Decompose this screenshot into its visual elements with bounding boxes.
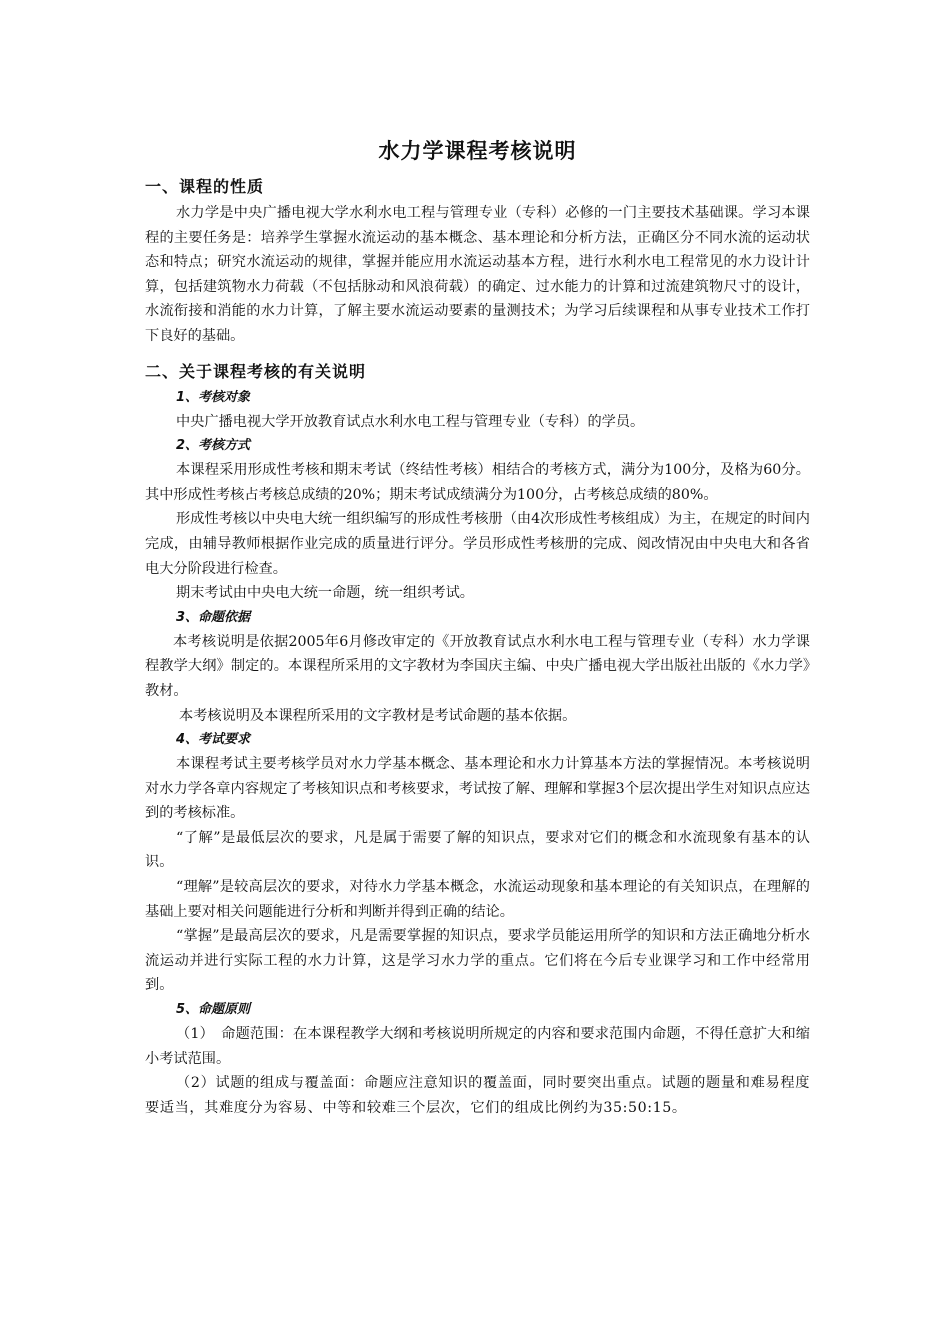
- paragraph-assessment-target: 中央广播电视大学开放教育试点水利水电工程与管理专业（专科）的学员。: [176, 413, 645, 430]
- paragraph-exam-requirements-4: “掌握”是最高层次的要求，凡是需要掌握的知识点，要求学员能运用所学的知识和方法正确地分析水流运动并进行实际工程的水力计算，这是学习水力学的重点。它们将在今后专业课学习和工作中经常用到。: [145, 928, 810, 994]
- paragraph-course-nature: 水力学是中央广播电视大学水利水电工程与管理专业（专科）必修的一门主要技术基础课。学习本课程的主要任务是：培养学生掌握水流运动的基本概念、基本理论和分析方法，正确区分不同水流的运动状态和特点；研究水流运动的规律，掌握并能应用水流运动基本方程，进行水利水电工程常见的水力设计计算，包括建筑物水力荷载（不包括脉动和风浪荷载）的确定、过水能力的计算和过流建筑物尺寸的设计，水流衔接和消能的水力计算，了解主要水流运动要素的量测技术；为学习后续课程和从事专业技术工作打下良好的基础。: [145, 205, 810, 344]
- paragraph-exam-basis-1: 本考核说明是依据2005年6月修改审定的《开放教育试点水利水电工程与管理专业（专科）水力学课程教学大纲》制定的。本课程所采用的文字教材为李国庆主编、中央广播电视大学出版社出版的《水力学》教材。: [145, 633, 810, 699]
- section-heading-assessment: 二、关于课程考核的有关说明: [145, 361, 367, 381]
- page-title: 水力学课程考核说明: [378, 139, 577, 163]
- paragraph-exam-basis-2: 本考核说明及本课程所采用的文字教材是考试命题的基本依据。: [179, 707, 577, 724]
- subheading-exam-basis: 3、命题依据: [176, 609, 251, 625]
- paragraph-exam-principles-1: （1） 命题范围：在本课程教学大纲和考核说明所规定的内容和要求范围内命题，不得任意扩大和缩小考试范围。: [145, 1026, 810, 1067]
- paragraph-exam-requirements-1: 本课程考试主要考核学员对水力学基本概念、基本理论和水力计算基本方法的掌握情况。本考核说明对水力学各章内容规定了考核知识点和考核要求，考试按了解、理解和掌握3个层次提出学生对知识点应达到的考核标准。: [145, 756, 810, 822]
- paragraph-exam-requirements-3: “理解”是较高层次的要求，对待水力学基本概念，水流运动现象和基本理论的有关知识点，在理解的基础上要对相关问题能进行分析和判断并得到正确的结论。: [145, 879, 810, 920]
- paragraph-exam-principles-2: （2）试题的组成与覆盖面：命题应注意知识的覆盖面，同时要突出重点。试题的题量和难易程度要适当，其难度分为容易、中等和较难三个层次，它们的组成比例约为35:50:15。: [145, 1075, 810, 1116]
- subheading-exam-principles: 5、命题原则: [176, 1002, 251, 1018]
- paragraph-exam-requirements-2: “了解”是最低层次的要求，凡是属于需要了解的知识点，要求对它们的概念和水流现象有基本的认识。: [145, 829, 810, 871]
- document-body: [145, 134, 810, 1120]
- section-heading-nature: 一、课程的性质: [145, 177, 265, 196]
- subheading-assessment-target: 1、考核对象: [176, 389, 251, 405]
- subheading-assessment-method: 2、考核方式: [176, 438, 251, 454]
- paragraph-assessment-method-1: 本课程采用形成性考核和期末考试（终结性考核）相结合的考核方式，满分为100分，及格为60分。其中形成性考核占考核总成绩的20%；期末考试成绩满分为100分，占考核总成绩的80%。: [145, 462, 810, 503]
- paragraph-assessment-method-3: 期末考试由中央电大统一命题，统一组织考试。: [176, 585, 474, 602]
- paragraph-assessment-method-2: 形成性考核以中央电大统一组织编写的形成性考核册（由4次形成性考核组成）为主，在规定的时间内完成，由辅导教师根据作业完成的质量进行评分。学员形成性考核册的完成、阅改情况由中央电大和各省电大分阶段进行检查。: [145, 511, 810, 577]
- subheading-exam-requirements: 4、考试要求: [176, 732, 251, 748]
